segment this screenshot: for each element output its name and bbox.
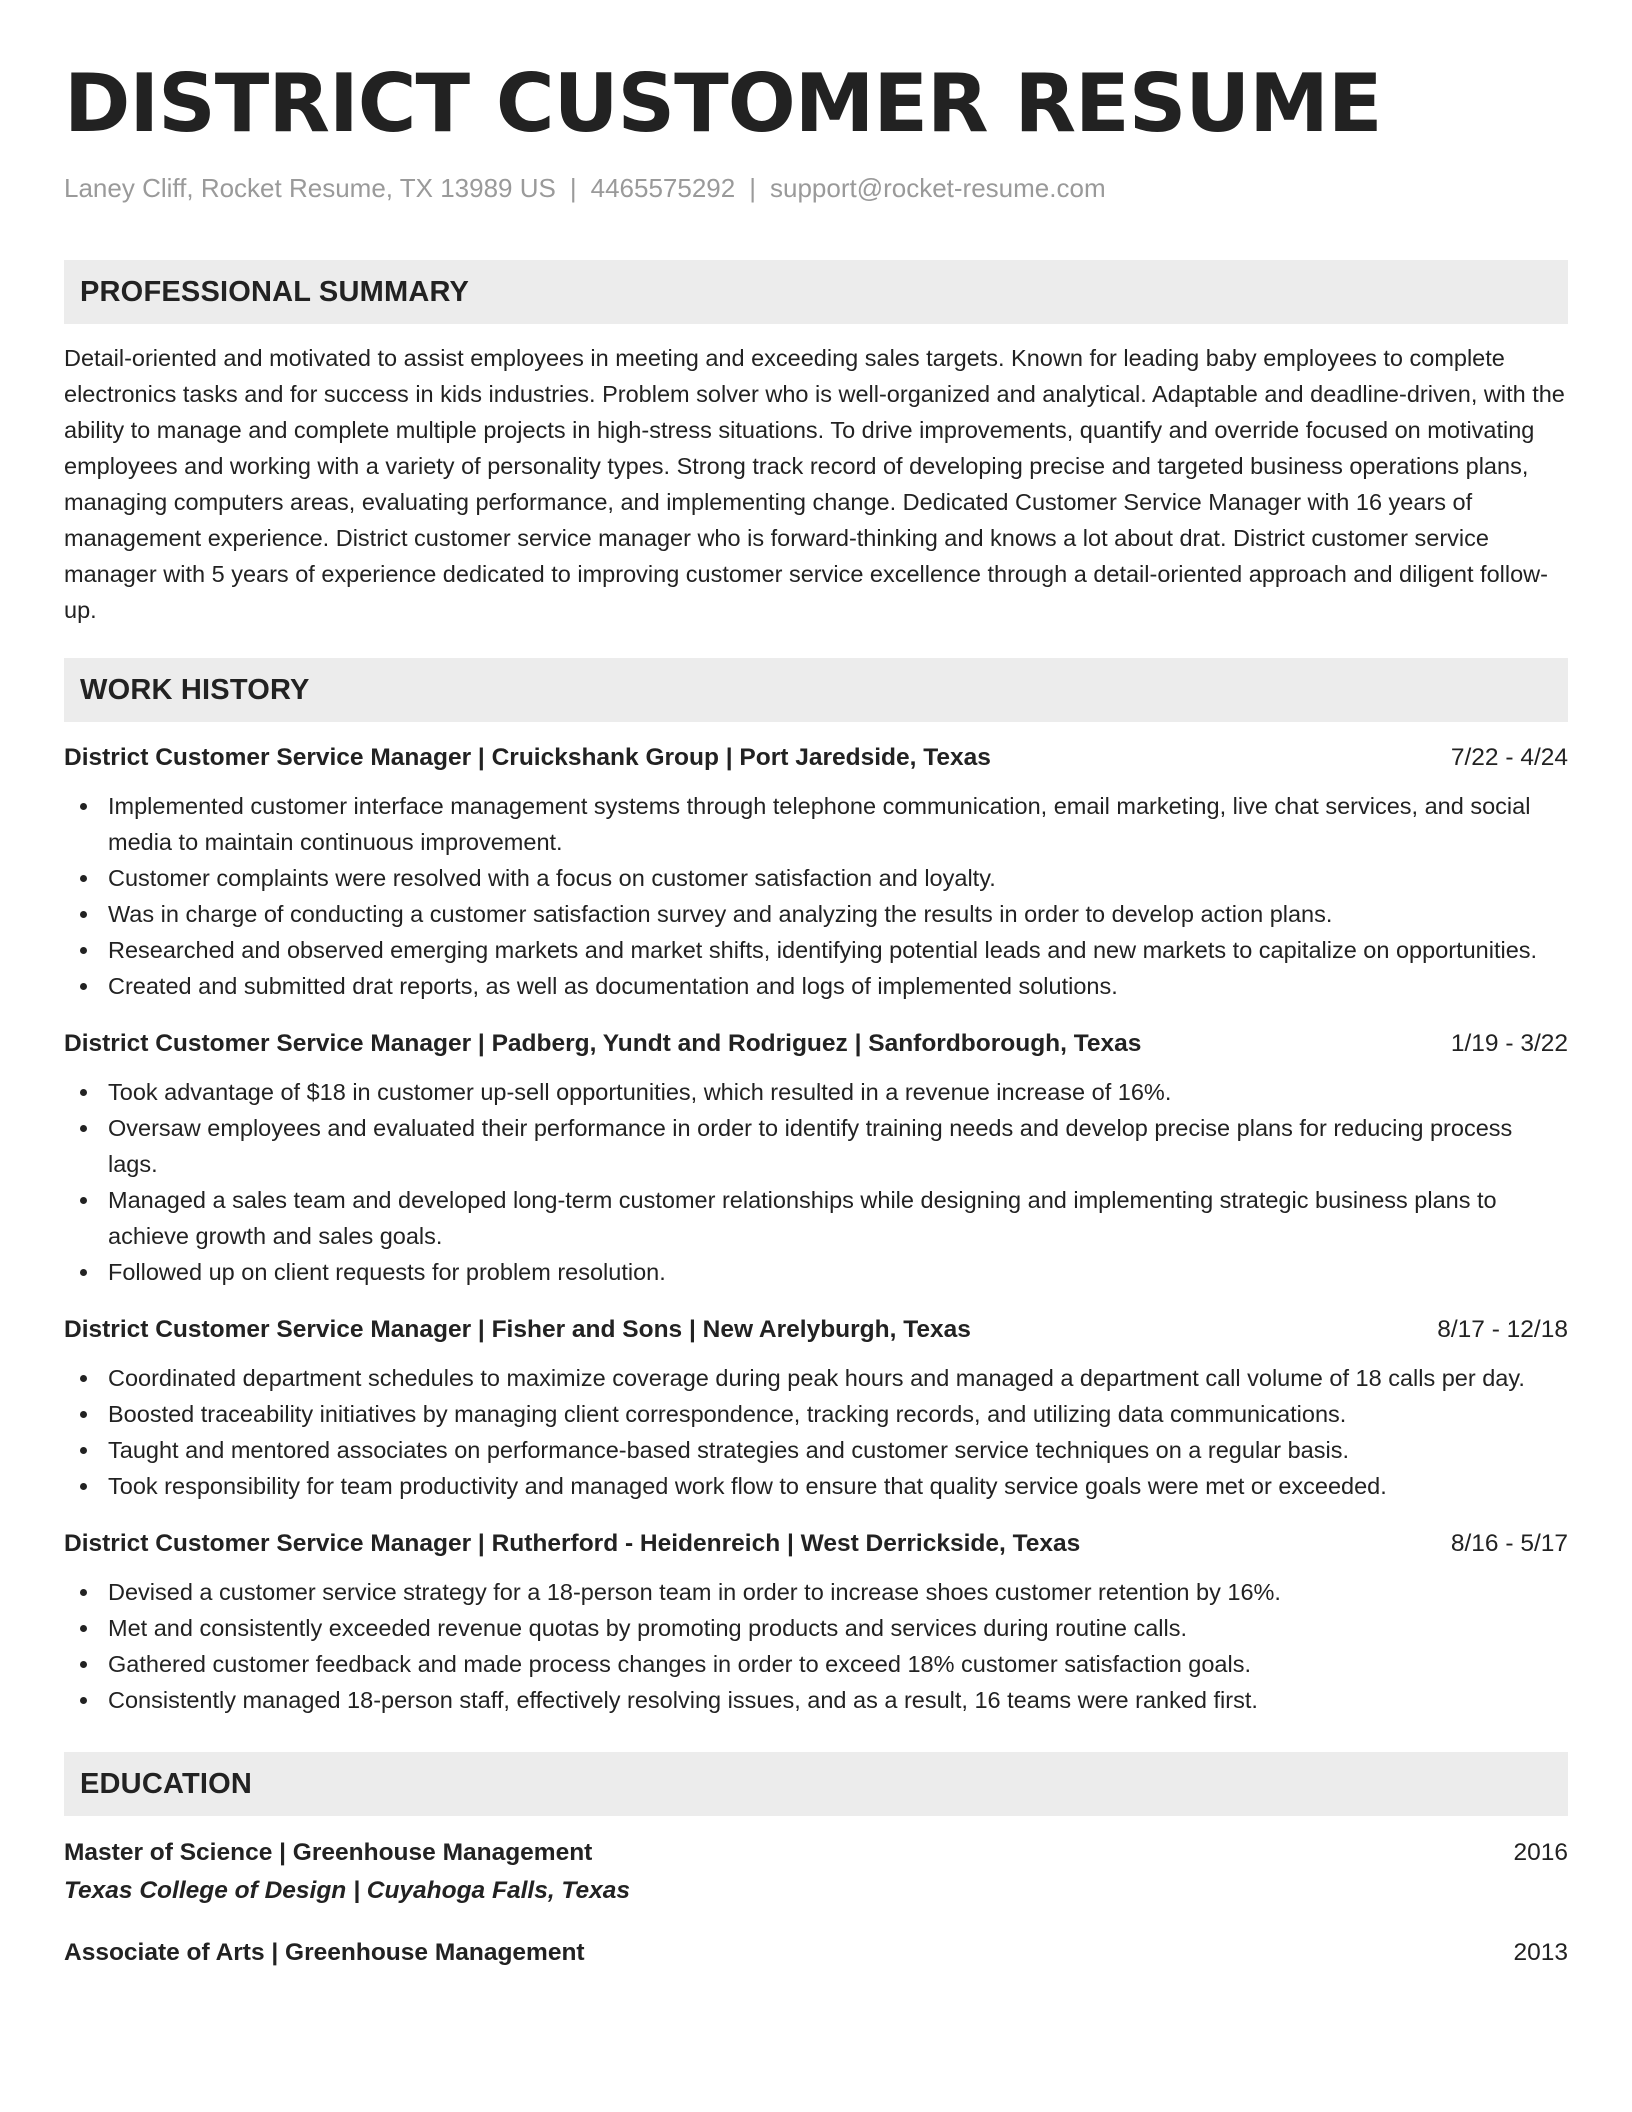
job-bullets — [64, 788, 1568, 1004]
contact-separator: | — [749, 173, 756, 203]
job-title: District Customer Service Manager | Fisher and Sons | New Arelyburgh, Texas — [64, 1316, 971, 1343]
education-degree: Master of Science | Greenhouse Management — [64, 1839, 593, 1866]
job-dates: 8/16 - 5/17 — [1450, 1530, 1568, 1557]
summary-text: Detail-oriented and motivated to assist employees in meeting and exceeding sales targets. Known for leading baby employees to complete electronics tasks and for success in kids industries. Problem solver who is well-organized and analytical. Adaptable and deadline-driven, with the ability to manage and complete multiple projects in high-stress situations. To drive improvements, quantify and override focused on motivating employees and working with a variety of personality types. Strong track record of developing precise and targeted business operations plans, managing computers areas, evaluating performance, and implementing change. Dedicated Customer Service Manager with 16 years of management experience. District customer service manager who is forward-thinking and knows a lot about drat. District customer service manager with 5 years of experience dedicated to improving customer service excellence through a detail-oriented approach and diligent follow-up. — [64, 345, 1565, 623]
resume-title: DISTRICT CUSTOMER RESUME — [64, 57, 1382, 150]
job-bullets — [64, 1574, 1568, 1718]
job-bullet: Devised a customer service strategy for a 18-person team in order to increase shoes customer retention by 16%. — [64, 1574, 1568, 1610]
job-bullet: Taught and mentored associates on performance-based strategies and customer service techniques on a regular basis. — [64, 1432, 1568, 1468]
education-year: 2016 — [1513, 1839, 1568, 1866]
job-entry — [64, 740, 1568, 1004]
job-bullet: Customer complaints were resolved with a focus on customer satisfaction and loyalty. — [64, 860, 1568, 896]
job-header — [64, 1526, 1568, 1562]
job-dates: 1/19 - 3/22 — [1450, 1030, 1568, 1057]
job-bullet: Created and submitted drat reports, as well as documentation and logs of implemented solutions. — [64, 968, 1568, 1004]
summary-heading: PROFESSIONAL SUMMARY — [64, 260, 1568, 324]
job-header — [64, 740, 1568, 776]
job-entry — [64, 1526, 1568, 1718]
job-header — [64, 1026, 1568, 1062]
contact-separator: | — [569, 173, 577, 203]
education-header — [64, 1934, 1568, 1972]
job-bullet: Met and consistently exceeded revenue quotas by promoting products and services during routine calls. — [64, 1610, 1568, 1646]
education-degree: Associate of Arts | Greenhouse Management — [64, 1939, 585, 1966]
job-dates: 7/22 - 4/24 — [1450, 744, 1568, 771]
job-bullet: Coordinated department schedules to maximize coverage during peak hours and managed a department call volume of 18 calls per day. — [64, 1360, 1568, 1396]
job-bullet: Implemented customer interface management systems through telephone communication, email marketing, live chat services, and social media to maintain continuous improvement. — [64, 788, 1568, 860]
contact-phone: 4465575292 — [590, 173, 736, 203]
job-bullet: Researched and observed emerging markets and market shifts, identifying potential leads and new markets to capitalize on opportunities. — [64, 932, 1568, 968]
job-bullet: Took advantage of $18 in customer up-sell opportunities, which resulted in a revenue increase of 16%. — [64, 1074, 1568, 1110]
work-history-heading: WORK HISTORY — [64, 658, 1568, 722]
job-entry — [64, 1312, 1568, 1504]
contact-address: Laney Cliff, Rocket Resume, TX 13989 US — [64, 173, 556, 203]
job-bullet: Managed a sales team and developed long-term customer relationships while designing and implementing strategic business plans to achieve growth and sales goals. — [64, 1182, 1568, 1254]
education-heading: EDUCATION — [64, 1752, 1568, 1816]
job-title: District Customer Service Manager | Cruickshank Group | Port Jaredside, Texas — [64, 744, 991, 771]
education-entry — [64, 1834, 1568, 1910]
job-title: District Customer Service Manager | Padberg, Yundt and Rodriguez | Sanfordborough, Texas — [64, 1030, 1142, 1057]
job-header — [64, 1312, 1568, 1348]
education-entry — [64, 1934, 1568, 1972]
education-header — [64, 1834, 1568, 1872]
job-bullets — [64, 1360, 1568, 1504]
education-year: 2013 — [1513, 1939, 1568, 1966]
job-entry — [64, 1026, 1568, 1290]
job-bullet: Was in charge of conducting a customer satisfaction survey and analyzing the results in order to develop action plans. — [64, 896, 1568, 932]
contact-line — [64, 170, 1568, 206]
job-bullet: Consistently managed 18-person staff, effectively resolving issues, and as a result, 16 teams were ranked first. — [64, 1682, 1568, 1718]
job-bullet: Followed up on client requests for problem resolution. — [64, 1254, 1568, 1290]
contact-email: support@rocket-resume.com — [769, 173, 1106, 203]
job-bullet: Took responsibility for team productivity and managed work flow to ensure that quality service goals were met or exceeded. — [64, 1468, 1568, 1504]
job-title: District Customer Service Manager | Rutherford - Heidenreich | West Derrickside, Texas — [64, 1530, 1081, 1557]
job-bullet: Gathered customer feedback and made process changes in order to exceed 18% customer satisfaction goals. — [64, 1646, 1568, 1682]
education-school: Texas College of Design | Cuyahoga Falls, Texas — [64, 1877, 630, 1904]
job-dates: 8/17 - 12/18 — [1437, 1316, 1568, 1343]
job-bullet: Boosted traceability initiatives by managing client correspondence, tracking records, and utilizing data communications. — [64, 1396, 1568, 1432]
job-bullet: Oversaw employees and evaluated their performance in order to identify training needs and develop precise plans for reducing process lags. — [64, 1110, 1568, 1182]
job-bullets — [64, 1074, 1568, 1290]
